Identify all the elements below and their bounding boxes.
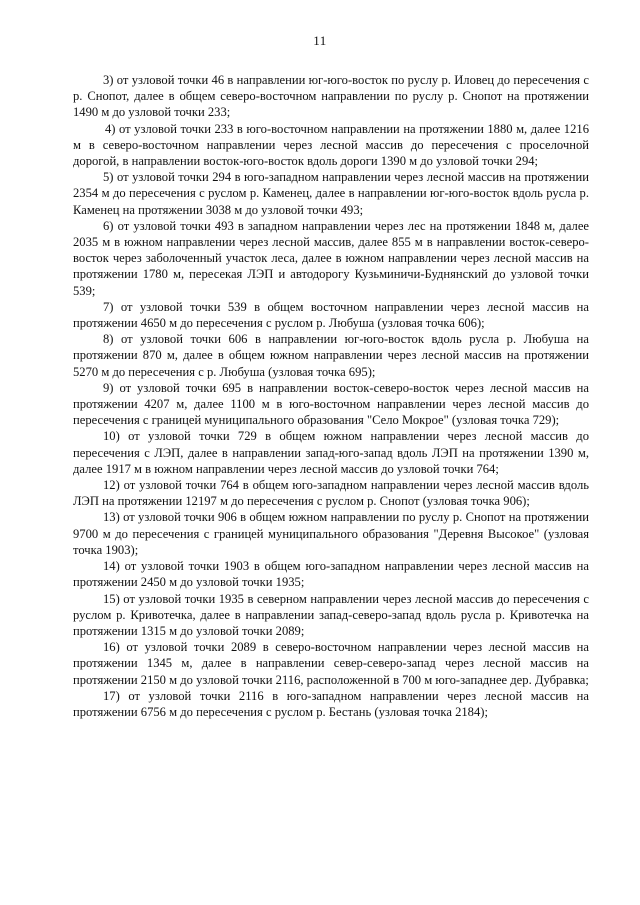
paragraph-item-5: 5) от узловой точки 294 в юго-западном направлении через лесной массив на протяжении 2354 м до пересечения с руслом р. Каменец, далее в направлении юг-юго-восток вдоль русла р. Каменец на протяжении 3038 м до узловой точки 493;: [73, 170, 589, 217]
paragraph-item-15: 15) от узловой точки 1935 в северном направлении через лесной массив до пересечения с руслом р. Кривотечка, далее в направлении запад-северо-запад вдоль русла р. Кривотечка на протяжении 1315 м до узловой точки 2089;: [73, 591, 589, 638]
paragraph-item-13: 13) от узловой точки 906 в общем южном направлении по руслу р. Снопот на протяжении 9700 м до пересечения с границей муниципального образования "Деревня Высокое" (узловая точка 1903);: [73, 510, 589, 557]
document-body: [73, 72, 589, 720]
paragraph-item-7: 7) от узловой точки 539 в общем восточном направлении через лесной массив на протяжении 4650 м до пересечения с руслом р. Любуша (узловая точка 606);: [73, 299, 589, 331]
paragraph-item-12: 12) от узловой точки 764 в общем юго-западном направлении через лесной массив вдоль ЛЭП на протяжении 12197 м до пересечения с руслом р. Снопот (узловая точка 906);: [73, 478, 589, 509]
paragraph-item-8: 8) от узловой точки 606 в направлении юг-юго-восток вдоль русла р. Любуша на протяжении 870 м, далее в общем южном направлении через лесной массив на протяжении 5270 м до пересечения с р. Любуша (узловая точка 695);: [73, 332, 589, 379]
paragraph-item-9: 9) от узловой точки 695 в направлении восток-северо-восток через лесной массив на протяжении 4207 м, далее 1100 м в юго-восточном направлении через лесной массив до пересечения с границей муниципального образования "Село Мокрое" (узловая точка 729);: [73, 380, 589, 428]
paragraph-item-4: 4) от узловой точки 233 в юго-восточном направлении на протяжении 1880 м, далее 1216 м в северо-восточном направлении через лесной массив до пересечения с проселочной дорогой, в направлении восток-юго-восток вдоль дороги 1390 м до узловой точки 294;: [73, 121, 589, 169]
paragraph-item-10: 10) от узловой точки 729 в общем южном направлении через лесной массив до пересечения с ЛЭП, далее в направлении запад-юго-запад вдоль ЛЭП на протяжении 1390 м, далее 1917 м в южном направлении через лесной массив до узловой точки 764;: [73, 429, 589, 476]
paragraph-item-14: 14) от узловой точки 1903 в общем юго-западном направлении через лесной массив на протяжении 2450 м до узловой точки 1935;: [73, 559, 589, 590]
paragraph-item-17: 17) от узловой точки 2116 в юго-западном направлении через лесной массив на протяжении 6756 м до пересечения с руслом р. Бестань (узловая точка 2184);: [73, 688, 589, 719]
paragraph-item-6: 6) от узловой точки 493 в западном направлении через лес на протяжении 1848 м, далее 2035 м в южном направлении через лесной массив, далее 855 м в направлении восток-северо-восток через заболоченный участок леса, далее в южном направлении через лесной массив на протяжении 1780 м, пересекая ЛЭП и автодорогу Кузьминичи-Буднянский до узловой точки 539;: [73, 218, 589, 298]
paragraph-item-16: 16) от узловой точки 2089 в северо-восточном направлении через лесной массив на протяжении 1345 м, далее в направлении север-северо-запад через лесной массив на протяжении 2150 м до узловой точки 2116, расположенной в 700 м юго-западнее дер. Дубравка;: [73, 640, 589, 687]
paragraph-item-3: 3) от узловой точки 46 в направлении юг-юго-восток по руслу р. Иловец до пересечения с р. Снопот, далее в общем северо-восточном направлении по руслу р. Снопот на протяжении 1490 м до узловой точки 233;: [73, 73, 589, 120]
page-number: 11: [313, 33, 327, 48]
